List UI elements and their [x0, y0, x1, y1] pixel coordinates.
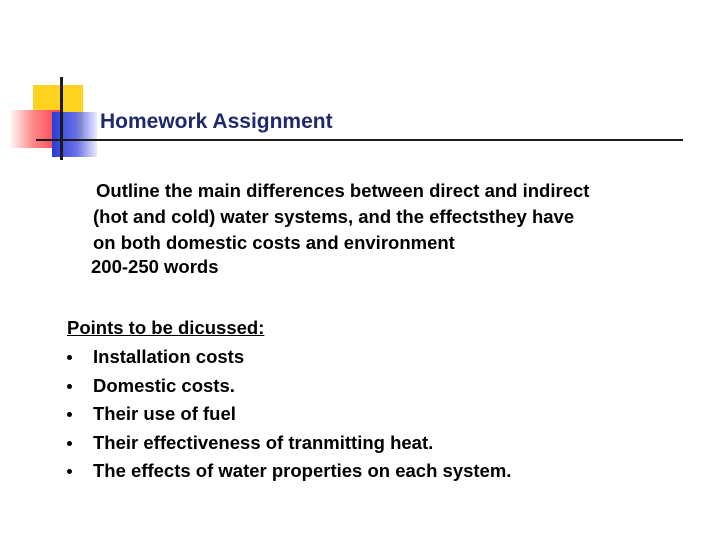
word-count: 200-250 words: [91, 256, 219, 277]
decor-vertical-rule: [60, 77, 63, 160]
list-item: [67, 343, 687, 372]
bullet-icon: [67, 384, 72, 389]
points-list: [67, 343, 687, 486]
assignment-line: on both domestic costs and environment: [93, 232, 455, 253]
bullet-icon: [67, 441, 72, 446]
points-section: [67, 315, 687, 486]
list-item: [67, 372, 687, 401]
point-text: Domestic costs.: [93, 374, 235, 396]
bullet-icon: [67, 469, 72, 474]
points-heading: Points to be dicussed:: [67, 317, 265, 338]
list-item: [67, 457, 687, 486]
assignment-line: Outline the main differences between direct and indirect: [96, 180, 590, 201]
list-item: [67, 400, 687, 429]
assignment-text: [93, 178, 693, 256]
decor-blue-square: [52, 112, 97, 157]
point-text: Installation costs: [93, 346, 245, 367]
point-text: Their effectiveness of tranmitting heat.: [93, 431, 434, 453]
point-text: The effects of water properties on each system.: [93, 460, 512, 481]
bullet-icon: [67, 355, 72, 360]
bullet-icon: [67, 412, 72, 417]
point-text: Their use of fuel: [93, 403, 236, 424]
list-item: [67, 429, 687, 458]
slide-title: Homework Assignment: [100, 110, 333, 133]
title-underline-rule: [36, 139, 683, 141]
assignment-line: (hot and cold) water systems, and the effectsthey have: [93, 206, 575, 227]
